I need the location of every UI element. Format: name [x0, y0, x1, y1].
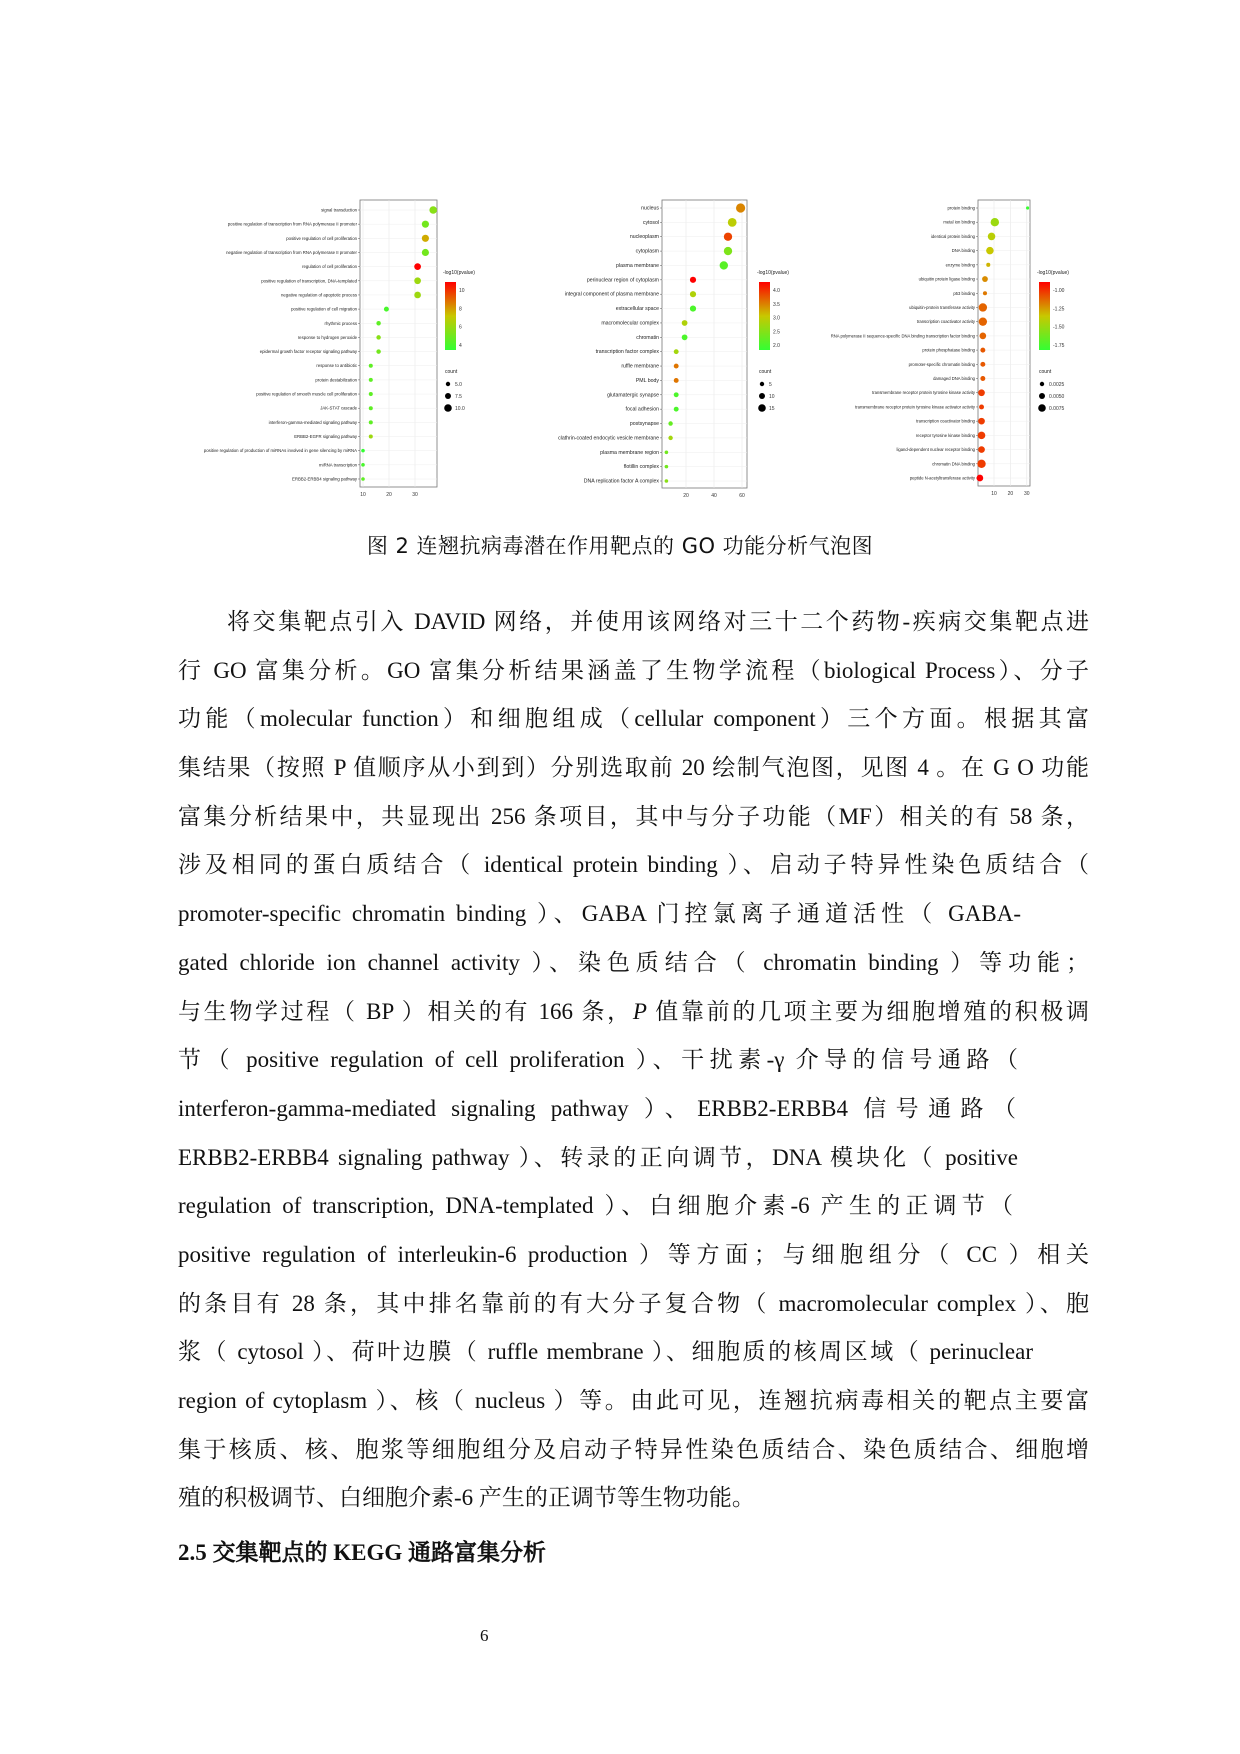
- bubble-point: [690, 277, 696, 283]
- y-tick-label: signal transduction: [321, 207, 357, 213]
- bubble-point: [674, 392, 679, 397]
- bubble-point: [983, 291, 987, 295]
- bubble-point: [988, 233, 996, 241]
- y-tick-label: regulation of cell proliferation: [302, 264, 357, 270]
- paragraph-line: region of cytoplasm ）、核（ nucleus ）等。由此可见，连翘抗病毒相关的靶点主要富: [178, 1388, 1089, 1413]
- bubble-point: [668, 421, 672, 425]
- y-tick-label: ubiquitin-protein transferase activity: [909, 304, 975, 310]
- y-tick-label: transcription coactivator activity: [916, 319, 975, 325]
- line-text: 与生物学过程（ BP ）相关的有 166 条，: [178, 998, 633, 1024]
- y-tick-label: clathrin-coated endocytic vesicle membrane: [558, 435, 659, 442]
- color-legend-title: -log10(pvalue): [443, 270, 475, 276]
- bubble-point: [736, 203, 745, 212]
- y-tick-label: ERBB2-ERBB4 signaling pathway: [292, 476, 357, 482]
- color-tick-label: 2.5: [773, 329, 780, 336]
- bubble-point: [980, 333, 987, 340]
- paragraph-line: 涉及相同的蛋白质结合（ identical protein binding ）、启动子特异性染色质结合（: [178, 852, 1089, 878]
- bubble-point: [674, 349, 679, 354]
- y-tick-label: DNA replication factor A complex: [583, 478, 659, 485]
- x-tick-label: 20: [386, 492, 392, 498]
- y-tick-label: integral component of plasma membrane: [564, 291, 659, 298]
- bubble-point: [422, 221, 429, 228]
- color-tick-label: -1.50: [1053, 324, 1065, 331]
- y-tick-label: interferon-gamma-mediated signaling pathway: [268, 419, 357, 425]
- color-tick-label: 3.0: [773, 315, 780, 322]
- y-tick-label: glutamatergic synapse: [607, 392, 659, 399]
- y-tick-label: transcription factor complex: [595, 349, 659, 356]
- x-tick-label: 30: [1024, 491, 1030, 497]
- bubble-point: [1026, 206, 1029, 209]
- bubble-point: [980, 348, 985, 353]
- bubble-point: [384, 307, 389, 312]
- y-tick-label: JAK-STAT cascade: [320, 405, 357, 411]
- bubble-point: [361, 463, 365, 467]
- line-text: 值靠前的几项主要为细胞增殖的积极调: [646, 998, 1090, 1024]
- bubble-point: [422, 235, 429, 242]
- color-tick-label: -1.00: [1053, 288, 1065, 294]
- size-tick-label: 10.0: [455, 406, 465, 412]
- color-tick-label: -1.75: [1053, 343, 1065, 349]
- x-tick-label: 10: [991, 491, 997, 497]
- bubble-point: [986, 247, 994, 255]
- paragraph-line: regulation of transcription, DNA-templated ）、白细胞介素-6 产生的正调节（: [178, 1193, 1013, 1219]
- color-tick-label: 10: [459, 288, 465, 294]
- bubble-chart-bp: [204, 200, 475, 498]
- bubble-point: [982, 276, 988, 282]
- paragraph-line: gated chloride ion channel activity ）、染色质结合（ chromatin binding ）等功能；: [178, 949, 1089, 975]
- paragraph-line: promoter-specific chromatin binding ）、GABA 门控氯离子通道活性（ GABA-: [178, 901, 1021, 927]
- paragraph-line: 的条目有 28 条，其中排名靠前的有大分子复合物（ macromolecular complex ）、胞: [178, 1290, 1089, 1316]
- y-tick-label: plasma membrane region: [600, 449, 659, 456]
- bubble-point: [682, 320, 688, 326]
- size-tick-label: 0.0050: [1049, 394, 1065, 400]
- bubble-point: [369, 378, 373, 382]
- y-tick-label: response to antibiotic: [316, 363, 357, 369]
- bubble-chart-cc: [558, 200, 789, 499]
- y-tick-label: chromatin DNA binding: [932, 461, 975, 467]
- x-tick-label: 40: [711, 493, 717, 499]
- y-tick-label: transmembrane receptor protein tyrosine kinase activator activity: [855, 404, 975, 410]
- go-bubble-charts-figure: [0, 0, 1240, 520]
- y-tick-label: protein phosphatase binding: [922, 347, 975, 353]
- paragraph-line: interferon-gamma-mediated signaling pathway ）、ERBB2-ERBB4 信号通路（: [178, 1095, 1016, 1121]
- y-tick-label: ubiquitin protein ligase binding: [918, 276, 975, 282]
- y-tick-label: peptide N-acetyltransferase activity: [909, 475, 975, 481]
- size-legend-dot: [759, 393, 765, 399]
- bubble-point: [979, 317, 987, 325]
- y-tick-label: response to hydrogen peroxide: [297, 334, 357, 340]
- y-tick-label: damaged DNA binding: [933, 376, 975, 382]
- bubble-point: [690, 291, 696, 297]
- y-tick-label: promoter-specific chromatin binding: [908, 361, 975, 367]
- y-tick-label: protein destabilization: [315, 377, 357, 383]
- bubble-point: [979, 404, 984, 409]
- y-tick-label: transcription coactivator binding: [916, 418, 975, 424]
- size-tick-label: 7.5: [455, 394, 462, 400]
- color-bar: [445, 282, 456, 350]
- size-legend-dot: [1038, 404, 1046, 412]
- paragraph-line: 节（ positive regulation of cell proliferation ）、干扰素-γ 介导的信号通路（: [178, 1047, 1018, 1073]
- y-tick-label: positive regulation of transcription, DNA-templated: [261, 278, 357, 284]
- bubble-point: [724, 233, 732, 241]
- paragraph-line: positive regulation of interleukin-6 production ）等方面；与细胞组分（ CC ）相关: [178, 1241, 1089, 1267]
- bubble-point: [986, 263, 990, 267]
- size-tick-label: 5.0: [455, 382, 462, 388]
- paragraph-line: 将交集靶点引入 DAVID 网络，并使用该网络对三十二个药物-疾病交集靶点进: [227, 609, 1089, 634]
- size-tick-label: 0.0075: [1049, 406, 1065, 412]
- size-legend-dot: [758, 404, 766, 412]
- body-paragraph: [178, 598, 1089, 1523]
- bubble-point: [690, 305, 696, 311]
- plot-panel: [978, 200, 1030, 486]
- size-tick-label: 5: [769, 382, 772, 388]
- y-tick-label: protein binding: [947, 205, 975, 211]
- y-tick-label: macromolecular complex: [601, 320, 659, 327]
- y-tick-label: cytosol: [642, 219, 659, 226]
- y-tick-label: plasma membrane: [616, 262, 659, 269]
- bubble-point: [376, 349, 380, 353]
- paragraph-line: 集于核质、核、胞浆等细胞组分及启动子特异性染色质结合、染色质结合、细胞增: [178, 1436, 1089, 1462]
- bubble-point: [369, 435, 373, 439]
- x-tick-label: 60: [739, 493, 745, 499]
- y-tick-label: identical protein binding: [931, 233, 975, 239]
- y-tick-label: miRNA transcription: [319, 462, 357, 468]
- paragraph-line: 浆（ cytosol ）、荷叶边膜（ ruffle membrane ）、细胞质的核周区域（ perinuclear: [178, 1339, 1033, 1365]
- size-legend-dot: [444, 404, 452, 412]
- bubble-point: [414, 292, 421, 299]
- bubble-point: [674, 364, 679, 369]
- paragraph-line: ERBB2-ERBB4 signaling pathway ）、转录的正向调节，DNA 模块化（ positive: [178, 1144, 1018, 1170]
- size-legend-dot: [1040, 382, 1044, 386]
- size-legend-dot: [760, 382, 764, 386]
- x-tick-label: 10: [360, 492, 366, 498]
- paragraph-line: 集结果（按照 P 值顺序从小到到）分别选取前 20 绘制气泡图，见图 4 。在 G O 功能: [178, 755, 1089, 781]
- bubble-point: [978, 389, 985, 396]
- y-tick-label: negative regulation of apoptotic process: [281, 292, 357, 298]
- y-tick-label: cytoplasm: [635, 248, 659, 255]
- y-tick-label: flotillin complex: [623, 464, 659, 471]
- paragraph-line: [178, 988, 1089, 1037]
- bubble-point: [429, 206, 437, 214]
- color-tick-label: 2.0: [773, 343, 780, 349]
- p-value-symbol: P: [632, 998, 647, 1024]
- y-tick-label: extracellular space: [615, 306, 659, 313]
- size-tick-label: 0.0025: [1049, 382, 1065, 388]
- y-tick-label: nucleus: [641, 205, 659, 212]
- y-tick-label: PML body: [635, 377, 659, 384]
- size-legend-dot: [446, 382, 450, 386]
- y-tick-label: enzyme binding: [945, 262, 975, 268]
- bubble-point: [978, 432, 986, 440]
- y-tick-label: positive regulation of transcription from RNA polymerase II promoter: [227, 221, 357, 227]
- y-tick-label: nucleoplasm: [629, 234, 659, 241]
- y-tick-label: negative regulation of transcription from RNA polymerase II promoter: [226, 249, 357, 255]
- bubble-point: [720, 261, 728, 269]
- size-legend-dot: [445, 393, 451, 399]
- bubble-point: [728, 218, 737, 227]
- paragraph-line: 富集分析结果中，共显现出 256 条项目，其中与分子功能（MF）相关的有 58 条，: [178, 803, 1089, 829]
- paragraph-line: 行 GO 富集分析。GO 富集分析结果涵盖了生物学流程（biological Process）、分子: [178, 657, 1089, 683]
- bubble-point: [980, 376, 985, 381]
- color-tick-label: 4.0: [773, 288, 780, 294]
- color-tick-label: 8: [459, 306, 462, 313]
- bubble-point: [422, 249, 429, 256]
- color-legend-title: -log10(pvalue): [757, 270, 789, 276]
- y-tick-label: p53 binding: [953, 290, 975, 296]
- y-tick-label: positive regulation of cell proliferation: [286, 235, 357, 241]
- bubble-point: [376, 321, 380, 325]
- y-tick-label: epidermal growth factor receptor signaling pathway: [259, 349, 357, 355]
- size-legend-dot: [1039, 393, 1045, 399]
- bubble-point: [991, 218, 999, 226]
- color-tick-label: 3.5: [773, 301, 780, 308]
- bubble-point: [978, 446, 985, 453]
- bubble-point: [369, 364, 373, 368]
- y-tick-label: positive regulation of production of miRNAs involved in gene silencing by miRNA: [203, 448, 357, 454]
- x-tick-label: 30: [412, 492, 418, 498]
- y-tick-label: ligand-dependent nuclear receptor binding: [896, 447, 975, 453]
- bubble-point: [369, 420, 373, 424]
- x-tick-label: 20: [1007, 491, 1014, 497]
- size-legend-title: count: [1039, 369, 1052, 375]
- color-tick-label: 4: [459, 343, 462, 349]
- figure-caption: 图 2 连翘抗病毒潜在作用靶点的 GO 功能分析气泡图: [366, 534, 874, 558]
- bubble-point: [665, 465, 669, 469]
- bubble-point: [665, 479, 669, 483]
- size-legend-title: count: [445, 369, 458, 375]
- bubble-point: [414, 277, 421, 284]
- y-tick-label: ERBB2-EGFR signaling pathway: [294, 434, 357, 440]
- y-tick-label: positive regulation of cell migration: [291, 306, 357, 312]
- bubble-chart-mf: [831, 200, 1070, 497]
- plot-panel: [360, 200, 437, 487]
- y-tick-label: RNA polymerase II sequence-specific DNA binding transcription factor binding: [830, 333, 975, 339]
- bubble-point: [361, 449, 365, 453]
- y-tick-label: metal ion binding: [943, 219, 975, 225]
- bubble-point: [361, 477, 365, 481]
- bubble-point: [980, 362, 985, 367]
- color-tick-label: -1.25: [1053, 306, 1065, 313]
- color-bar: [759, 282, 770, 350]
- y-tick-label: DNA binding: [951, 248, 975, 254]
- bubble-point: [674, 407, 679, 412]
- y-tick-label: receptor tyrosine kinase binding: [915, 432, 975, 438]
- section-heading: 2.5 交集靶点的 KEGG 通路富集分析: [178, 1540, 547, 1565]
- y-tick-label: transmembrane receptor protein tyrosine kinase activity: [872, 390, 975, 396]
- bubble-point: [414, 263, 421, 270]
- y-tick-label: ruffle membrane: [621, 363, 659, 370]
- bubble-point: [724, 247, 732, 255]
- bubble-point: [979, 303, 987, 311]
- paragraph-line: 功能（molecular function）和细胞组成（cellular component）三个方面。根据其富: [178, 706, 1089, 732]
- paragraph-line: 殖的积极调节、白细胞介素-6 产生的正调节等生物功能。: [178, 1485, 755, 1511]
- size-tick-label: 10: [769, 394, 775, 400]
- bubble-point: [376, 335, 380, 339]
- x-tick-label: 20: [683, 493, 689, 499]
- bubble-point: [668, 436, 672, 440]
- color-tick-label: 6: [459, 324, 462, 331]
- bubble-point: [682, 334, 688, 340]
- page-number: 6: [480, 1626, 489, 1645]
- bubble-point: [665, 450, 669, 454]
- color-bar: [1039, 282, 1050, 350]
- color-legend-title: -log10(pvalue): [1037, 270, 1069, 276]
- size-tick-label: 15: [769, 406, 775, 412]
- plot-panel: [662, 200, 747, 488]
- y-tick-label: postsynapse: [629, 421, 659, 428]
- y-tick-label: rhythmic process: [324, 320, 357, 326]
- bubble-point: [977, 475, 984, 482]
- y-tick-label: chromatin: [636, 334, 659, 341]
- y-tick-label: perinuclear region of cytoplasm: [586, 277, 659, 284]
- size-legend-title: count: [759, 369, 772, 375]
- bubble-point: [977, 460, 985, 468]
- bubble-point: [369, 392, 373, 396]
- bubble-point: [674, 378, 679, 383]
- y-tick-label: positive regulation of smooth muscle cell proliferation: [256, 391, 357, 397]
- bubble-point: [369, 406, 373, 410]
- y-tick-label: focal adhesion: [625, 406, 659, 413]
- bubble-point: [978, 418, 985, 425]
